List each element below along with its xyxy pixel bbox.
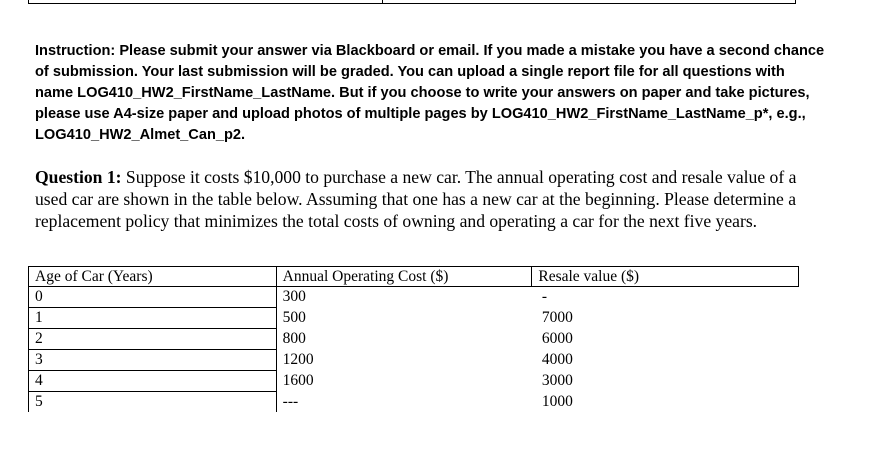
table-row bbox=[29, 350, 799, 371]
cell-resale-value: 7000 bbox=[541, 308, 573, 326]
table-row bbox=[29, 371, 799, 392]
cell-age: 5 bbox=[29, 392, 277, 413]
cell-age: 0 bbox=[29, 287, 277, 308]
question-text: Suppose it costs $10,000 to purchase a new car. The annual operating cost and resale value of a used car are shown in the table below. Assuming that one has a new car at the beginning. Please determine a replacement policy that minimizes the total costs of owning and operating a car for the next five years. bbox=[35, 167, 797, 231]
top-table-edge bbox=[28, 0, 796, 4]
cell-operating-cost: --- bbox=[282, 392, 299, 410]
header-operating-cost: Annual Operating Cost ($) bbox=[276, 267, 532, 287]
table-row bbox=[29, 329, 799, 350]
cell-resale-value: 6000 bbox=[541, 329, 573, 347]
cell-age: 3 bbox=[29, 350, 277, 371]
header-age: Age of Car (Years) bbox=[29, 267, 277, 287]
question-1 bbox=[35, 166, 815, 232]
cell-age: 1 bbox=[29, 308, 277, 329]
table-row bbox=[29, 287, 799, 308]
cell-resale-value: 4000 bbox=[541, 350, 573, 368]
instruction-text: Instruction: Please submit your answer via Blackboard or email. If you made a mistake you have a second chance of submission. Your last submission will be graded. You can upload a single report file for all questions with name LOG410_HW2_FirstName_LastName. But if you choose to write your answers on paper and take pictures, please use A4-size paper and upload photos of multiple pages by LOG410_HW2_FirstName_LastName_p*, e.g., LOG410_HW2_Almet_Can_p2. bbox=[35, 43, 825, 143]
table-header-row bbox=[29, 267, 799, 287]
cell-operating-cost: 500 bbox=[282, 308, 306, 326]
header-resale-value: Resale value ($) bbox=[532, 267, 799, 287]
cell-operating-cost: 800 bbox=[282, 329, 306, 347]
cell-operating-cost: 300 bbox=[282, 288, 306, 305]
table-row bbox=[29, 308, 799, 329]
question-label: Question 1: bbox=[35, 167, 122, 187]
cell-operating-cost: 1600 bbox=[282, 371, 314, 389]
cell-operating-cost: 1200 bbox=[282, 350, 314, 368]
cell-resale-value: 3000 bbox=[541, 371, 573, 389]
car-cost-table bbox=[28, 266, 799, 412]
table-row bbox=[29, 392, 799, 413]
cell-age: 2 bbox=[29, 329, 277, 350]
top-table-divider bbox=[382, 0, 383, 4]
cell-resale-value: 1000 bbox=[541, 392, 573, 410]
cell-age: 4 bbox=[29, 371, 277, 392]
cell-resale-value: - bbox=[541, 288, 548, 305]
